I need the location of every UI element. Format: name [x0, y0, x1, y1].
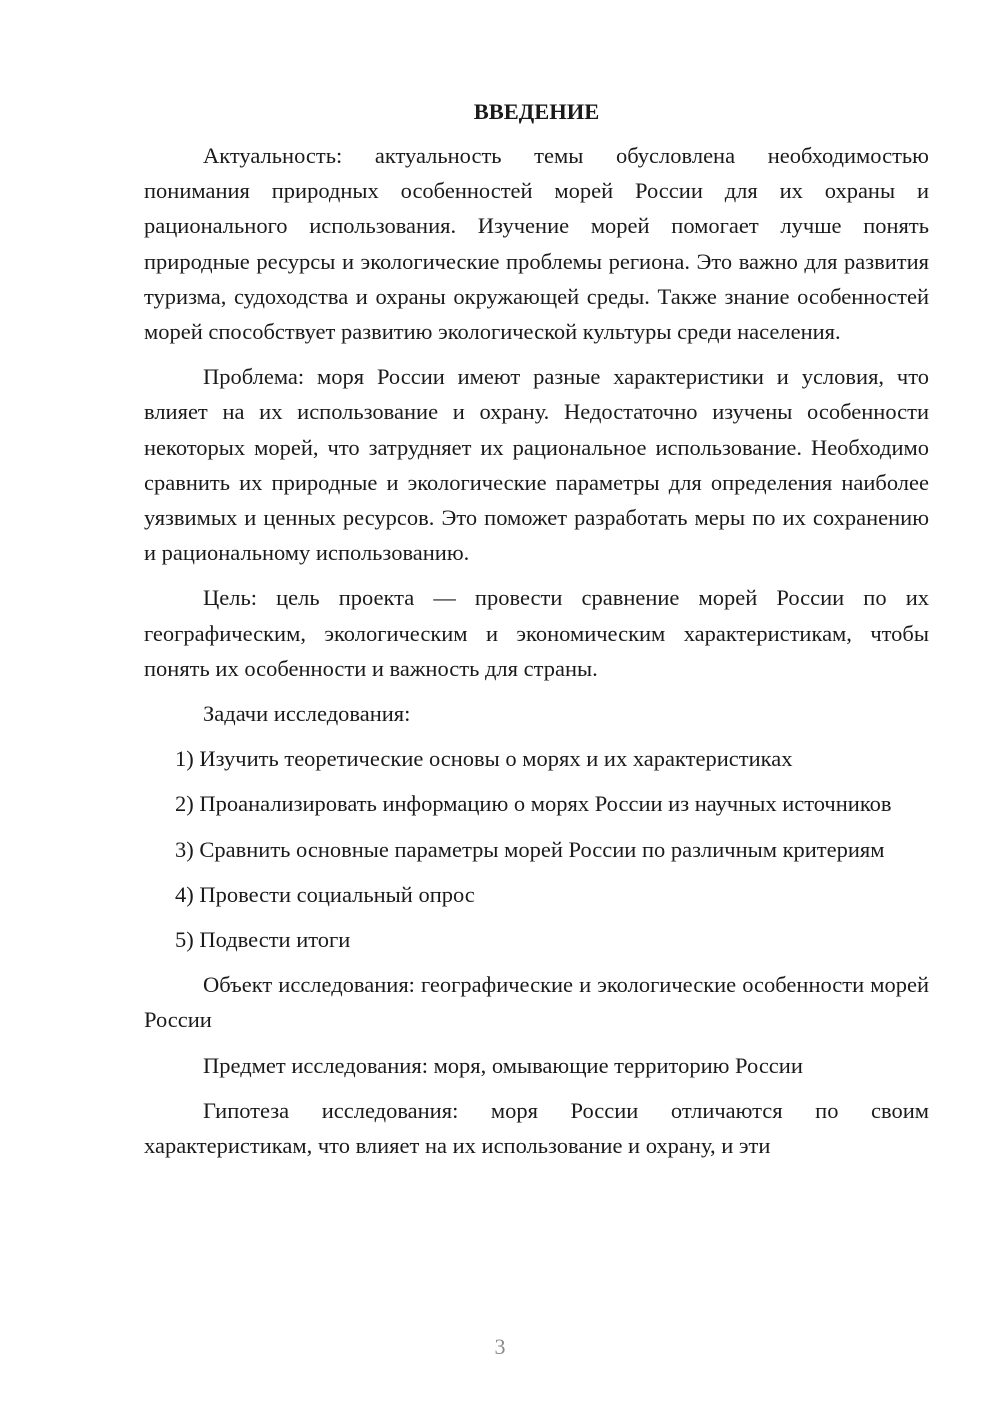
relevance-paragraph: Актуальность: актуальность темы обусловлена необходимостью понимания природных особенностей морей России для их охраны и рационального использования. Изучение морей помогает лучше понять природные ресурсы и экологические проблемы региона. Это важно для развития туризма, судоходства и охраны окружающей среды. Также знание особенностей морей способствует развитию экологической культуры среди населения. — [144, 143, 929, 345]
tasks-heading: Задачи исследования: — [203, 701, 411, 727]
object-paragraph: Объект исследования: географические и экологические особенности морей России — [144, 972, 929, 1033]
problem-paragraph: Проблема: моря России имеют разные характеристики и условия, что влияет на их использование и охрану. Недостаточно изучены особенности некоторых морей, что затрудняет их рациональное использование. Необходимо сравнить их природные и экологические параметры для определения наиболее уязвимых и ценных ресурсов. Это поможет разработать меры по их сохранению и рациональному использованию. — [144, 364, 929, 566]
section-title: ВВЕДЕНИЕ — [473, 99, 600, 124]
task-item: 3) Сравнить основные параметры морей России по различным критериям — [175, 836, 885, 862]
task-item: 5) Подвести итоги — [175, 927, 351, 953]
page-content — [144, 96, 929, 1163]
task-item: 1) Изучить теоретические основы о морях и их характеристиках — [175, 746, 793, 772]
task-item: 2) Проанализировать информацию о морях России из научных источников — [175, 791, 892, 817]
hypothesis-paragraph: Гипотеза исследования: моря России отличаются по своим характеристикам, что влияет на их использование и охрану, и эти — [144, 1097, 929, 1159]
page-number: 3 — [494, 1334, 506, 1359]
subject-paragraph: Предмет исследования: моря, омывающие территорию России — [203, 1052, 803, 1078]
goal-paragraph: Цель: цель проекта — провести сравнение морей России по их географическим, экологическим и экономическим характеристикам, чтобы понять их особенности и важность для страны. — [144, 585, 929, 681]
task-item: 4) Провести социальный опрос — [175, 881, 475, 907]
